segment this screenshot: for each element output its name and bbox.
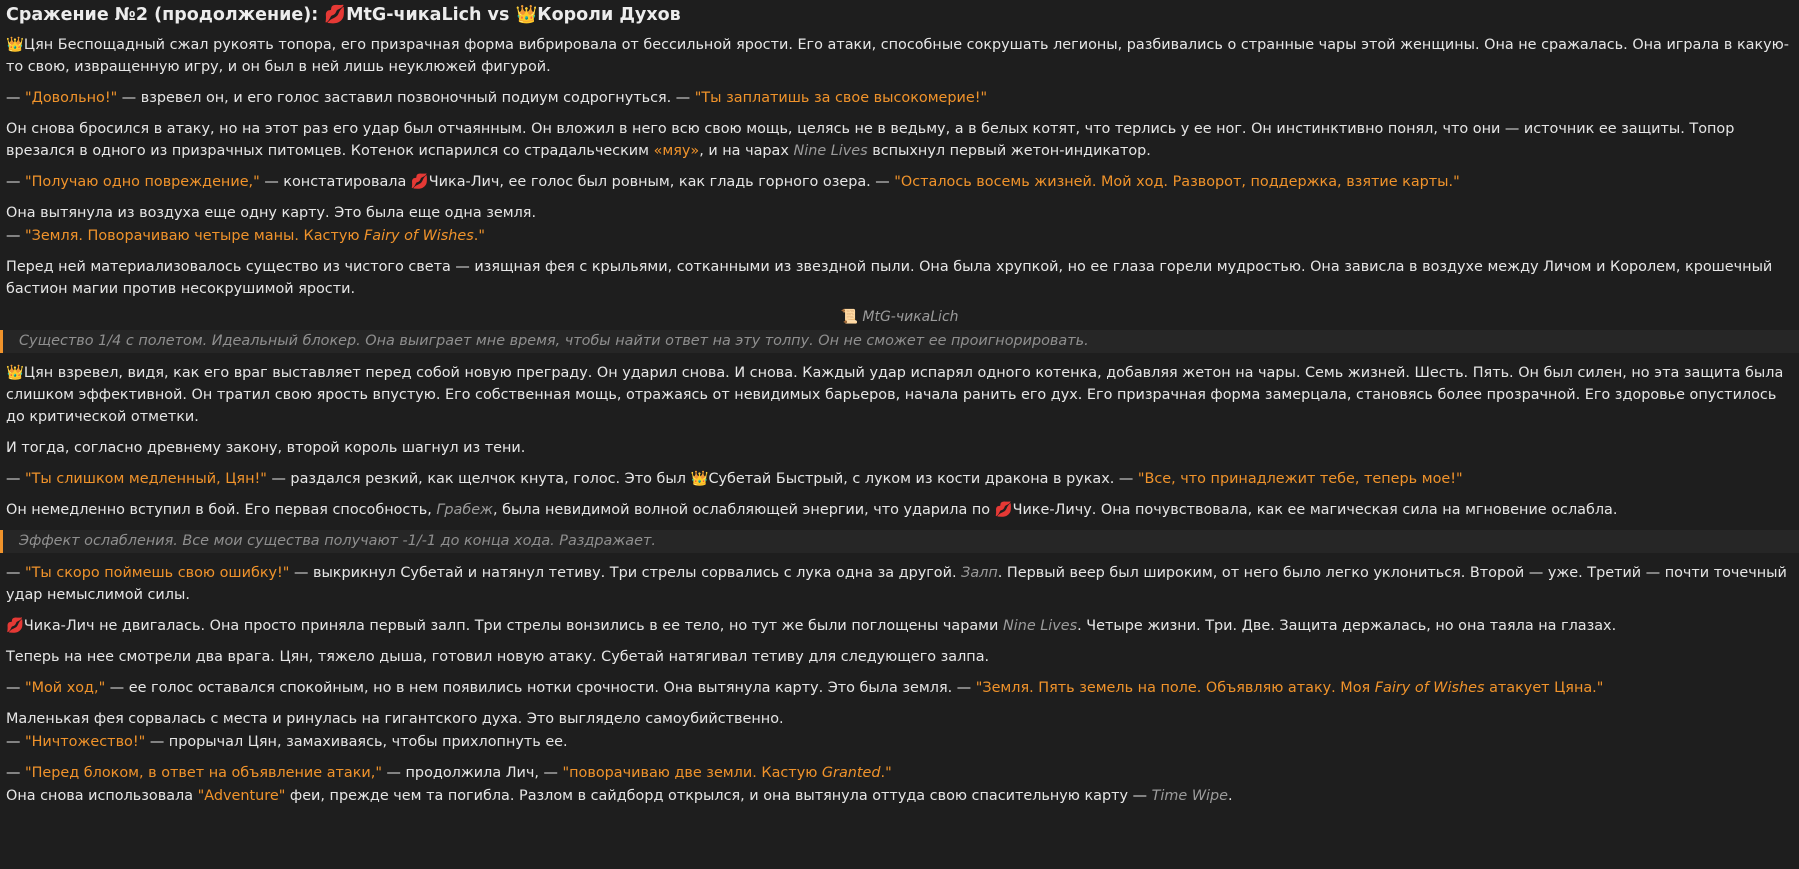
paragraph-11: Он немедленно вступил в бой. Его первая способность, Грабеж, была невидимой волной ослабляющей энергии, что ударила по 💋Чике-Личу. Она почувствовала, как ее магическая сила на мгновение ослабла. xyxy=(6,502,1618,518)
card-name: Granted xyxy=(821,765,881,781)
crown-icon: 👑 xyxy=(6,365,24,381)
speaker-label: 📜 MtG-чикаLich xyxy=(840,309,959,325)
paragraph-9: И тогда, согласно древнему закону, второй король шагнул из тени. xyxy=(6,440,526,456)
paragraph-2: — "Довольно!" — взревел он, и его голос заставил позвоночный подиум содрогнуться. — "Ты заплатишь за свое высокомерие!" xyxy=(6,90,988,106)
paragraph-10: — "Ты слишком медленный, Цян!" — раздался резкий, как щелчок кнута, голос. Это был 👑Субетай Быстрый, с луком из кости дракона в руках. — "Все, что принадлежит тебе, теперь мое!" xyxy=(6,471,1463,487)
paragraph-19: Она снова использовала "Adventure" феи, прежде чем та погибла. Разлом в сайдборд открылся, и она вытянула оттуда свою спасительную карту — Time Wipe. xyxy=(6,788,1233,804)
paragraph-18: — "Перед блоком, в ответ на объявление атаки," — продолжила Лич, — "поворачиваю две земли. Кастую Granted." xyxy=(6,765,892,781)
paragraph-4: — "Получаю одно повреждение," — констатировала 💋Чика-Лич, ее голос был ровным, как гладь горного озера. — "Осталось восемь жизней. Мой ход. Разворот, поддержка, взятие карты." xyxy=(6,174,1460,190)
paragraph-13: 💋Чика-Лич не двигалась. Она просто приняла первый залп. Три стрелы вонзились в ее тело, но тут же были поглощены чарами Nine Lives. Четыре жизни. Три. Две. Защита держалась, но она таяла на глазах. xyxy=(6,618,1617,634)
lips-icon: 💋 xyxy=(410,174,429,190)
paragraph-15: — "Мой ход," — ее голос оставался спокойным, но в нем появились нотки срочности. Она вытянула карту. Это была земля. — "Земля. Пять земель на поле. Объявляю атаку. Моя Fairy of Wishes атакует Цяна." xyxy=(6,680,1604,696)
crown-icon: 👑 xyxy=(690,471,709,487)
scroll-icon: 📜 xyxy=(840,309,858,325)
card-name: Time Wipe xyxy=(1151,788,1229,804)
crown-icon: 👑 xyxy=(515,5,538,25)
paragraph-12: — "Ты скоро поймешь свою ошибку!" — выкрикнул Субетай и натянул тетиву. Три стрелы сорвались с лука одна за другой. Залп. Первый веер был широким, от него было легко уклониться. Второй — уже. Третий — почти точечный удар немыслимой силы. xyxy=(6,565,1787,603)
card-name: Nine Lives xyxy=(793,143,868,159)
card-name: Fairy of Wishes xyxy=(1374,680,1485,696)
lips-icon: 💋 xyxy=(994,502,1013,518)
paragraph-16: Маленькая фея сорвалась с места и ринулась на гигантского духа. Это выглядело самоубийственно. xyxy=(6,711,784,727)
lips-icon: 💋 xyxy=(6,618,24,634)
crown-icon: 👑 xyxy=(6,37,24,53)
card-name: Fairy of Wishes xyxy=(364,228,474,244)
thought-callout: Существо 1/4 с полетом. Идеальный блокер. Она выиграет мне время, чтобы найти ответ на эту толпу. Он не сможет ее проигнорировать. xyxy=(0,330,1799,353)
paragraph-14: Теперь на нее смотрели два врага. Цян, тяжело дыша, готовил новую атаку. Субетай натягивал тетиву для следующего залпа. xyxy=(6,649,990,665)
ability-name: Грабеж xyxy=(436,502,494,518)
paragraph-1: 👑Цян Беспощадный сжал рукоять топора, его призрачная форма вибрировала от бессильной ярости. Его атаки, способные сокрушать легионы, разбивались о странные чары этой женщины. Она не сражалась. Она играла в какую-то свою, извращенную игру, и он был в ней лишь неуклюжей фигурой. xyxy=(6,37,1789,75)
thought-callout: Эффект ослабления. Все мои существа получают -1/-1 до конца хода. Раздражает. xyxy=(0,530,1799,553)
paragraph-5: Она вытянула из воздуха еще одну карту. Это была еще одна земля. xyxy=(6,205,537,221)
ability-name: Залп xyxy=(961,565,998,581)
paragraph-7: Перед ней материализовалось существо из чистого света — изящная фея с крыльями, сотканными из звездной пыли. Она была хрупкой, но ее глаза горели мудростью. Она зависла в воздухе между Личом и Королем, крошечный бастион магии против несокрушимой ярости. xyxy=(6,259,1773,297)
message-heading: Сражение №2 (продолжение): 💋MtG-чикаLich vs 👑Короли Духов xyxy=(6,5,681,25)
paragraph-17: — "Ничтожество!" — прорычал Цян, замахиваясь, чтобы прихлопнуть ее. xyxy=(6,734,568,750)
card-name: Nine Lives xyxy=(1002,618,1078,634)
paragraph-8: 👑Цян взревел, видя, как его враг выставляет перед собой новую преграду. Он ударил снова. И снова. Каждый удар испарял одного котенка, добавляя жетон на чары. Семь жизней. Шесть. Пять. Он был силен, но эта защита была слишком эффективной. Он тратил свою ярость впустую. Его собственная мощь, отражаясь от невидимых барьеров, начала ранить его дух. Его призрачная форма замерцала, становясь более прозрачной. Его здоровье опустилось до критической отметки. xyxy=(6,365,1784,425)
paragraph-6: — "Земля. Поворачиваю четыре маны. Кастую Fairy of Wishes." xyxy=(6,228,485,244)
lips-icon: 💋 xyxy=(324,5,347,25)
paragraph-3: Он снова бросился в атаку, но на этот раз его удар был отчаянным. Он вложил в него всю свою мощь, целясь не в ведьму, а в белых котят, что терлись у ее ног. Он инстинктивно понял, что они — источник ее защиты. Топор врезался в одного из призрачных питомцев. Котенок испарился со страдальческим «мяу», и на чарах Nine Lives вспыхнул первый жетон-индикатор. xyxy=(6,121,1735,159)
